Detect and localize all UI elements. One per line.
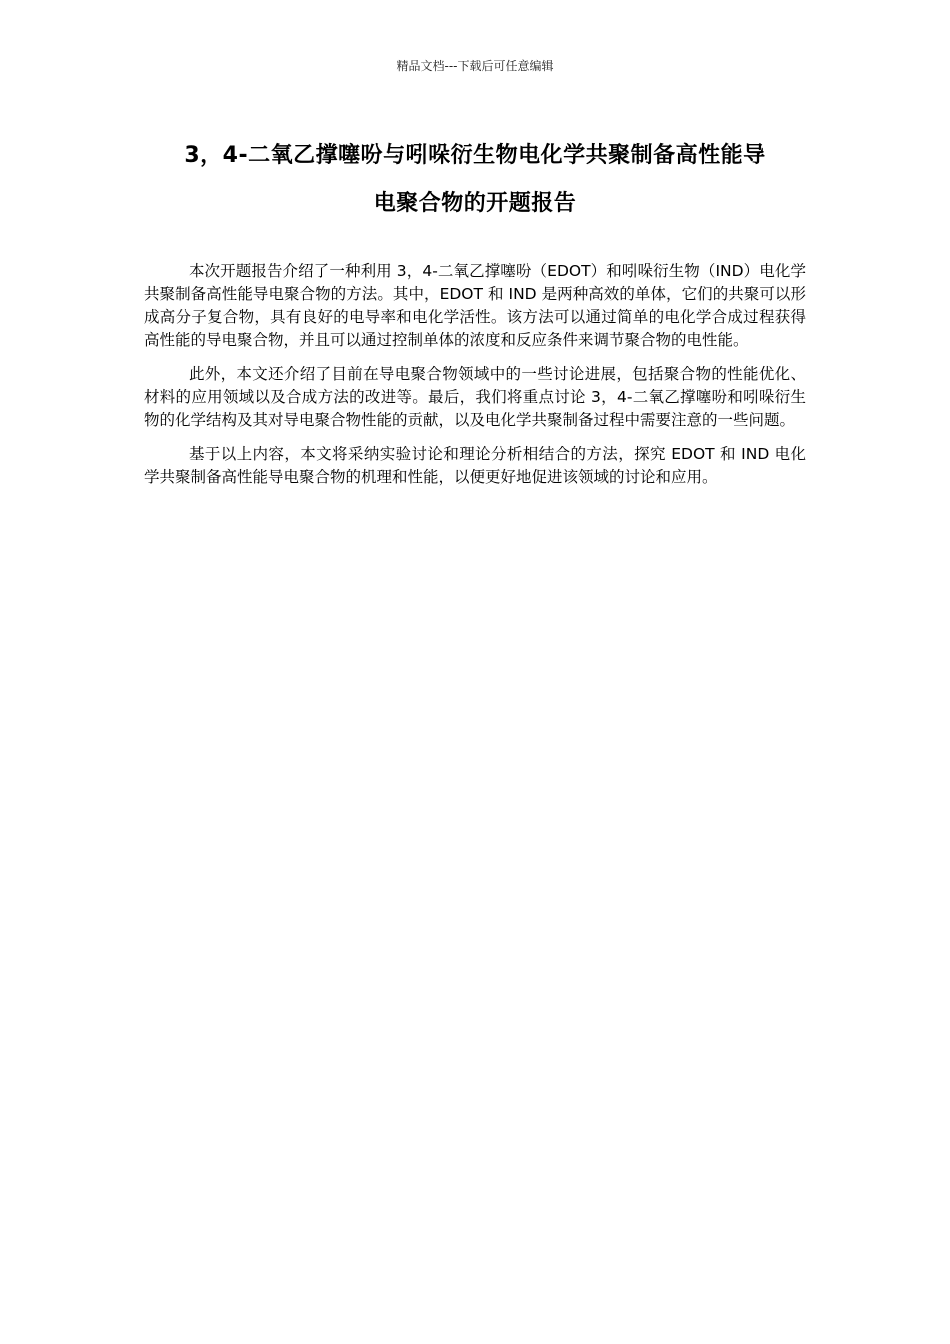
document-body bbox=[144, 260, 806, 500]
header-note: 精品文档---下载后可任意编辑 bbox=[396, 59, 554, 73]
body-paragraph: 基于以上内容，本文将采纳实验讨论和理论分析相结合的方法，探究 EDOT 和 IND 电化学共聚制备高性能导电聚合物的机理和性能，以便更好地促进该领域的讨论和应用。 bbox=[144, 445, 806, 486]
title-line: 3，4-二氧乙撑噻吩与吲哚衍生物电化学共聚制备高性能导 bbox=[184, 143, 766, 168]
title-line: 电聚合物的开题报告 bbox=[373, 191, 577, 216]
body-paragraph: 此外，本文还介绍了目前在导电聚合物领域中的一些讨论进展，包括聚合物的性能优化、材料的应用领域以及合成方法的改进等。最后，我们将重点讨论 3，4-二氧乙撑噻吩和吲哚衍生物的化学结构及其对导电聚合物性能的贡献，以及电化学共聚制备过程中需要注意的一些问题。 bbox=[144, 365, 806, 429]
document-title bbox=[140, 132, 810, 228]
body-paragraph: 本次开题报告介绍了一种利用 3，4-二氧乙撑噻吩（EDOT）和吲哚衍生物（IND）电化学共聚制备高性能导电聚合物的方法。其中，EDOT 和 IND 是两种高效的单体，它们的共聚可以形成高分子复合物，具有良好的电导率和电化学活性。该方法可以通过简单的电化学合成过程获得高性能的导电聚合物，并且可以通过控制单体的浓度和反应条件来调节聚合物的电性能。 bbox=[144, 262, 806, 349]
